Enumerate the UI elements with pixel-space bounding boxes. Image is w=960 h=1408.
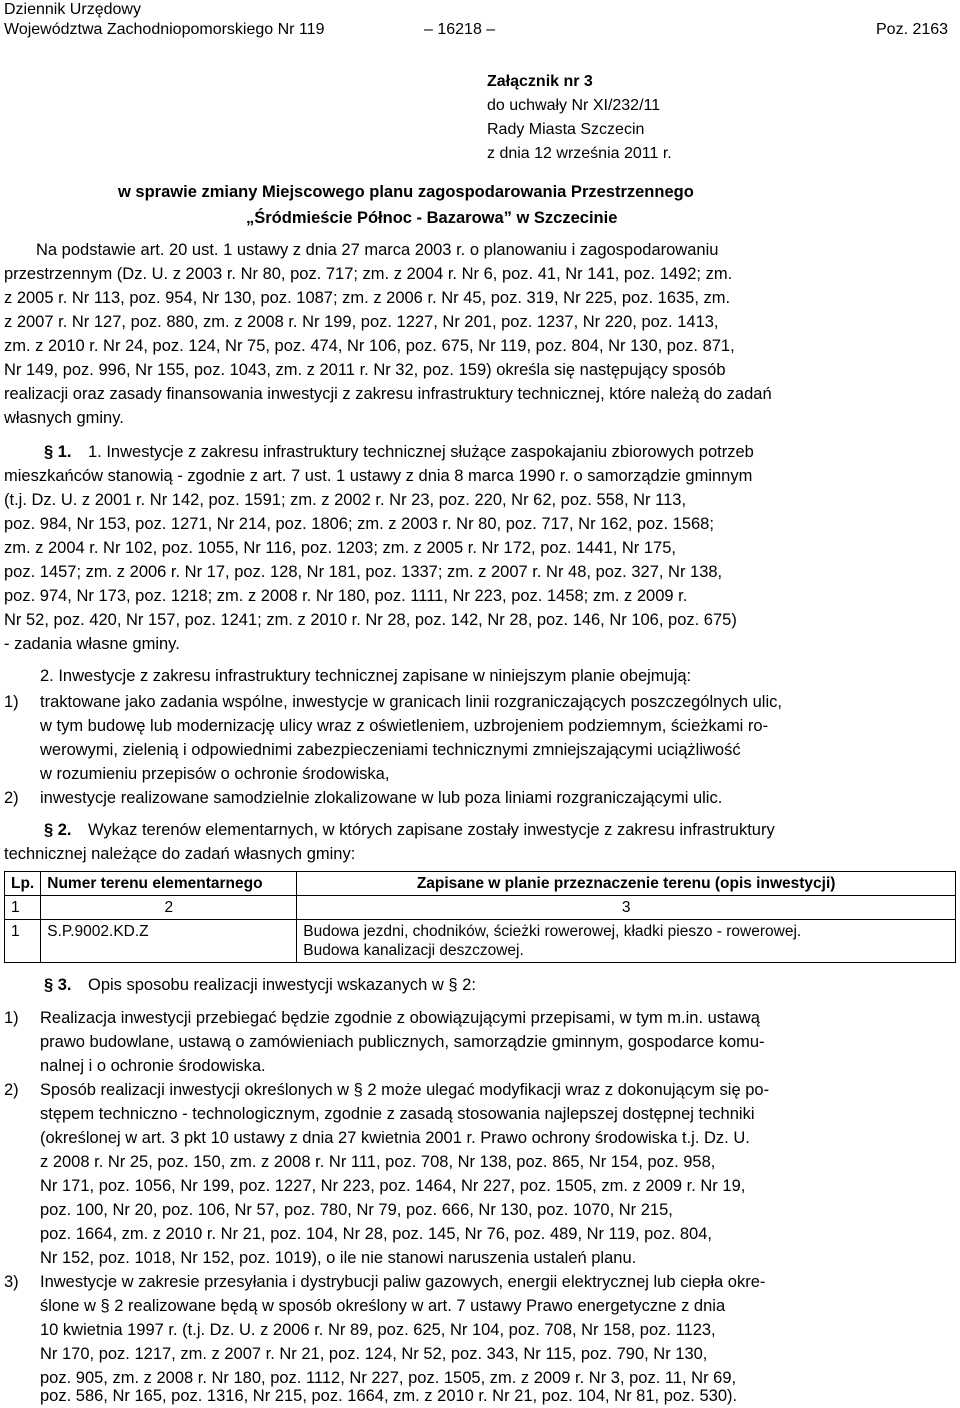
document-title-line1: w sprawie zmiany Miejscowego planu zagospodarowania Przestrzennego	[118, 183, 694, 201]
s2-line: Wykaz terenów elementarnych, w których zapisane zostały inwestycje z zakresu infrastruktury	[88, 821, 775, 839]
attachment-council: Rady Miasta Szczecin	[487, 121, 645, 138]
attachment-date: z dnia 12 września 2011 r.	[487, 145, 672, 162]
investment-table	[4, 871, 956, 963]
table-cell	[297, 920, 956, 963]
s3-item-line: Nr 152, poz. 1018, Nr 152, poz. 1019), o ile nie stanowi naruszenia ustaleń planu.	[40, 1249, 637, 1267]
s3-item-line: stępem techniczno - technologicznym, zgodnie z zasadą stosowania najlepszej dostępnej techniki	[40, 1105, 755, 1123]
intro-line: przestrzennym (Dz. U. z 2003 r. Nr 80, poz. 717; zm. z 2004 r. Nr 6, poz. 41, Nr 141, poz. 1492; zm.	[4, 265, 733, 283]
s3-item-number: 3)	[4, 1273, 19, 1291]
s3-item-line: nalnej i o ochronie środowiska.	[40, 1057, 266, 1075]
s3-item-number: 2)	[4, 1081, 19, 1099]
s1-item-number: 1)	[4, 693, 19, 711]
s3-item-line: Sposób realizacji inwestycji określonych w § 2 może ulegać modyfikacji wraz z dokonującym się po-	[40, 1081, 770, 1099]
s1-item-line: werowymi, zielenią i odpowiednimi zabezpieczeniami technicznymi zmniejszającymi uciążliwość	[40, 741, 741, 759]
document-title-line2: „Śródmieście Północ - Bazarowa” w Szczecinie	[246, 209, 618, 227]
s3-item-line: Nr 171, poz. 1056, Nr 199, poz. 1227, Nr 223, poz. 1464, Nr 227, poz. 1505, zm. z 2009 r. Nr 19,	[40, 1177, 746, 1195]
table-header-cell: Zapisane w planie przeznaczenie terenu (opis inwestycji)	[297, 872, 956, 896]
attachment-title: Załącznik nr 3	[487, 73, 593, 90]
s1-p1-line: mieszkańców stanowią - zgodnie z art. 7 ust. 1 ustawy z dnia 8 marca 1990 r. o samorządzie gminnym	[4, 467, 753, 485]
intro-line: Nr 149, poz. 996, Nr 155, poz. 1043, zm. z 2011 r. Nr 32, poz. 159) określa się następujący sposób	[4, 361, 726, 379]
intro-line: własnych gminy.	[4, 409, 124, 427]
section-3-heading: Opis sposobu realizacji inwestycji wskazanych w § 2:	[88, 976, 476, 994]
section-1-paragraph-2: 2. Inwestycje z zakresu infrastruktury technicznej zapisane w niniejszym planie obejmują:	[40, 667, 692, 685]
table-index-row	[5, 896, 956, 920]
s3-item-line: ślone w § 2 realizowane będą w sposób określony w art. 7 ustawy Prawo energetyczne z dnia	[40, 1297, 726, 1315]
s1-p1-line: zm. z 2004 r. Nr 102, poz. 1055, Nr 116, poz. 1203; zm. z 2005 r. Nr 172, poz. 1441, Nr 175,	[4, 539, 676, 557]
table-cell: 1	[5, 896, 41, 920]
table-cell: 1	[5, 920, 41, 963]
s1-item-line: w tym budowę lub modernizację ulicy wraz z oświetleniem, uzbrojeniem podziemnym, ścieżkami ro-	[40, 717, 769, 735]
section-3-label: § 3.	[44, 976, 72, 994]
s3-item-line: Inwestycje w zakresie przesyłania i dystrybucji paliw gazowych, energii elektrycznej lub ciepła okre-	[40, 1273, 766, 1291]
table-cell: S.P.9002.KD.Z	[41, 920, 297, 963]
s1-p1-line: - zadania własne gminy.	[4, 635, 180, 653]
intro-line: realizacji oraz zasady finansowania inwestycji z zakresu infrastruktury technicznej, które należą do zadań	[4, 385, 772, 403]
s1-p1-line: poz. 974, Nr 173, poz. 1218; zm. z 2008 r. Nr 180, poz. 1111, Nr 223, poz. 1458; zm. z 2009 r.	[4, 587, 688, 605]
s1-item-line: inwestycje realizowane samodzielnie zlokalizowane w lub poza liniami rozgraniczającymi ulic.	[40, 789, 723, 807]
intro-line: z 2005 r. Nr 113, poz. 954, Nr 130, poz. 1087; zm. z 2006 r. Nr 45, poz. 319, Nr 225, poz. 1635, zm.	[4, 289, 731, 307]
s3-item-number: 1)	[4, 1009, 19, 1027]
s3-item-line: poz. 1664, zm. z 2010 r. Nr 21, poz. 104, Nr 28, poz. 145, Nr 76, poz. 489, Nr 119, poz. 804,	[40, 1225, 712, 1243]
s1-p1-line: poz. 1457; zm. z 2006 r. Nr 17, poz. 128, Nr 181, poz. 1337; zm. z 2007 r. Nr 48, poz. 327, Nr 138,	[4, 563, 723, 581]
table-row	[5, 920, 956, 963]
s3-item-line: (określonej w art. 3 pkt 10 ustawy z dnia 27 kwietnia 2001 r. Prawo ochrony środowiska t.j. Dz. U.	[40, 1129, 750, 1147]
s1-p1-line: Nr 52, poz. 420, Nr 157, poz. 1241; zm. z 2010 r. Nr 28, poz. 142, Nr 28, poz. 146, Nr 106, poz. 675)	[4, 611, 737, 629]
s1-p1-line: poz. 984, Nr 153, poz. 1271, Nr 214, poz. 1806; zm. z 2003 r. Nr 80, poz. 717, Nr 162, poz. 1568;	[4, 515, 714, 533]
table-header-cell: Numer terenu elementarnego	[41, 872, 297, 896]
table-cell: 2	[41, 896, 297, 920]
s1-p1-line: (t.j. Dz. U. z 2001 r. Nr 142, poz. 1591; zm. z 2002 r. Nr 23, poz. 220, Nr 62, poz. 558, Nr 113,	[4, 491, 687, 509]
voivodeship-issue: Województwa Zachodniopomorskiego Nr 119	[4, 21, 325, 38]
s3-item-line: Realizacja inwestycji przebiegać będzie zgodnie z obowiązującymi przepisami, w tym m.in. ustawą	[40, 1009, 760, 1027]
s3-item-line: z 2008 r. Nr 25, poz. 150, zm. z 2008 r. Nr 111, poz. 708, Nr 138, poz. 865, Nr 154, poz. 958,	[40, 1153, 716, 1171]
investment-description: Budowa kanalizacji deszczowej.	[303, 942, 524, 959]
s3-item-line: 10 kwietnia 1997 r. (t.j. Dz. U. z 2006 r. Nr 89, poz. 625, Nr 104, poz. 708, Nr 158, poz. 1123,	[40, 1321, 716, 1339]
s3-item-line: poz. 905, zm. z 2008 r. Nr 180, poz. 1112, Nr 227, poz. 1505, zm. z 2009 r. Nr 3, poz. 11, Nr 69,	[40, 1369, 737, 1387]
s1-p1-line: 1. Inwestycje z zakresu infrastruktury technicznej służące zaspokajaniu zbiorowych potrzeb	[88, 443, 754, 461]
intro-line: zm. z 2010 r. Nr 24, poz. 124, Nr 75, poz. 474, Nr 106, poz. 675, Nr 119, poz. 804, Nr 130, poz. 871,	[4, 337, 735, 355]
section-2-label: § 2.	[44, 821, 72, 839]
s3-item-line: poz. 586, Nr 165, poz. 1316, Nr 215, poz. 1664, zm. z 2010 r. Nr 21, poz. 104, Nr 81, poz. 530).	[40, 1387, 738, 1405]
s1-item-number: 2)	[4, 789, 19, 807]
s3-item-line: prawo budowlane, ustawą o zamówieniach publicznych, samorządzie gminnym, gospodarce komu-	[40, 1033, 765, 1051]
investment-description: Budowa jezdni, chodników, ścieżki rowerowej, kładki pieszo - rowerowej.	[303, 923, 802, 940]
s3-item-line: poz. 100, Nr 20, poz. 106, Nr 57, poz. 780, Nr 79, poz. 666, Nr 130, poz. 1070, Nr 215,	[40, 1201, 673, 1219]
s2-line: technicznej należące do zadań własnych gminy:	[4, 845, 356, 863]
intro-line: Na podstawie art. 20 ust. 1 ustawy z dnia 27 marca 2003 r. o planowaniu i zagospodarowaniu	[36, 241, 719, 259]
table-cell: 3	[297, 896, 956, 920]
s1-item-line: traktowane jako zadania wspólne, inwestycje w granicach linii rozgraniczających poszczególnych ulic,	[40, 693, 782, 711]
section-1-label: § 1.	[44, 443, 72, 461]
position-number: Poz. 2163	[876, 21, 949, 38]
table-header-row	[5, 872, 956, 896]
intro-line: z 2007 r. Nr 127, poz. 880, zm. z 2008 r. Nr 199, poz. 1227, Nr 201, poz. 1237, Nr 220, poz. 1413,	[4, 313, 719, 331]
s1-item-line: w rozumieniu przepisów o ochronie środowiska,	[40, 765, 390, 783]
attachment-resolution: do uchwały Nr XI/232/11	[487, 97, 661, 114]
s3-item-line: Nr 170, poz. 1217, zm. z 2007 r. Nr 21, poz. 124, Nr 52, poz. 343, Nr 115, poz. 790, Nr 130,	[40, 1345, 708, 1363]
page-marker: – 16218 –	[424, 21, 496, 38]
journal-name: Dziennik Urzędowy	[4, 1, 141, 18]
table-header-cell: Lp.	[5, 872, 41, 896]
